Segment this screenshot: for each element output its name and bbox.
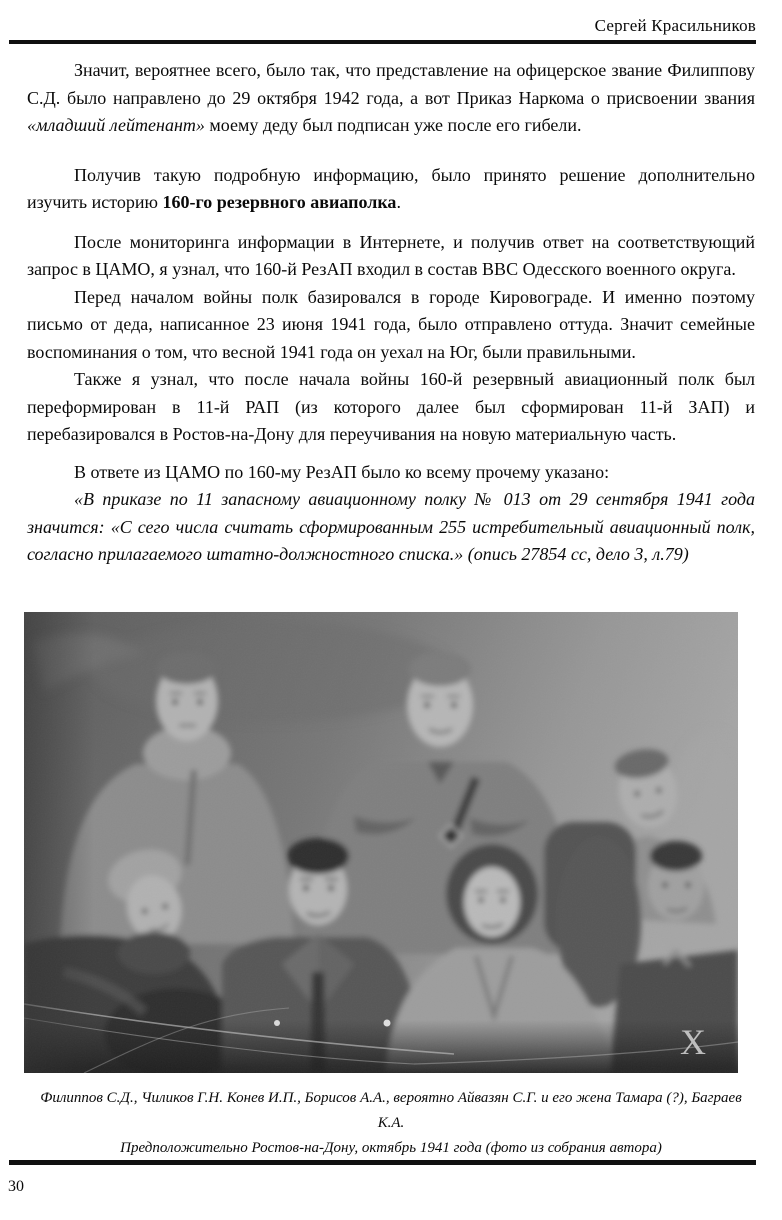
author-name: Сергей Красильников (594, 16, 756, 35)
text-run: После мониторинга информации в Интернете, и получив ответ на соответствующий запрос в ЦАМО, я узнал, что 160-й РезАП входил в состав ВВС Одесского военного округа. (27, 231, 755, 279)
paragraph-1 (27, 57, 755, 140)
text-run: Получив такую подробную информацию, было принято решение дополнительно изучить историю (27, 164, 755, 212)
page-number: 30 (8, 1178, 24, 1195)
paragraph-2 (27, 162, 755, 217)
paragraph-4 (27, 284, 755, 367)
paragraph-3 (27, 229, 755, 284)
text-run: Перед началом войны полк базировался в городе Кировограде. И именно поэтому письмо от деда, написанное 23 июня 1941 года, было отправлено оттуда. Значит семейные воспоминания о том, что весной 1941 года он уехал на Юг, были правильными. (27, 286, 755, 362)
x-mark: X (680, 1022, 706, 1062)
text-run: . (396, 192, 401, 212)
group-photo-image (24, 612, 738, 1073)
footer-rule (9, 1160, 756, 1165)
paragraph-5 (27, 366, 755, 449)
text-run: В ответе из ЦАМО по 160-му РезАП было ко всему прочему указано: (74, 461, 610, 482)
text-run-bold: 160-го резервного авиаполка (162, 192, 397, 212)
text-run: Значит, вероятнее всего, было так, что представление на офицерское звание Филиппову С.Д. было направлено до 29 октября 1942 года, а вот Приказ Наркома о присвоении звания (27, 60, 755, 108)
caption-line-1: Филиппов С.Д., Чиликов Г.Н. Конев И.П., Борисов А.А., вероятно Айвазян С.Г. и его жена Тамара (?), Баграев К.А. (40, 1090, 742, 1131)
page-body (27, 57, 755, 569)
text-run: Также я узнал, что после начала войны 160-й резервный авиационный полк был переформирован в 11-й РАП (из которого далее был сформирован 11-й ЗАП) и перебазировался в Ростов-на-Дону для переучивания на новую материальную часть. (27, 369, 755, 444)
text-run-italic: «В приказе по 11 запасному авиационному полку № 013 от 29 сентября 1941 года значится: «С сего числа считать сформированным 255 истребительный авиационный полк, согласно прилагаемого штатно-должностного списка.» (опись 27854 сс, дело 3, л.79) (27, 489, 755, 564)
text-run-italic: «младший лейтенант» (27, 115, 205, 135)
paragraph-6 (27, 459, 755, 487)
caption-line-2: Предположительно Ростов-на-Дону, октябрь 1941 года (фото из собрания автора) (120, 1140, 662, 1156)
group-photo (24, 612, 738, 1073)
paragraph-7-quote (27, 486, 755, 569)
text-run: моему деду был подписан уже после его гибели. (204, 115, 582, 135)
photo-caption (27, 1086, 755, 1161)
header-rule (9, 40, 756, 44)
